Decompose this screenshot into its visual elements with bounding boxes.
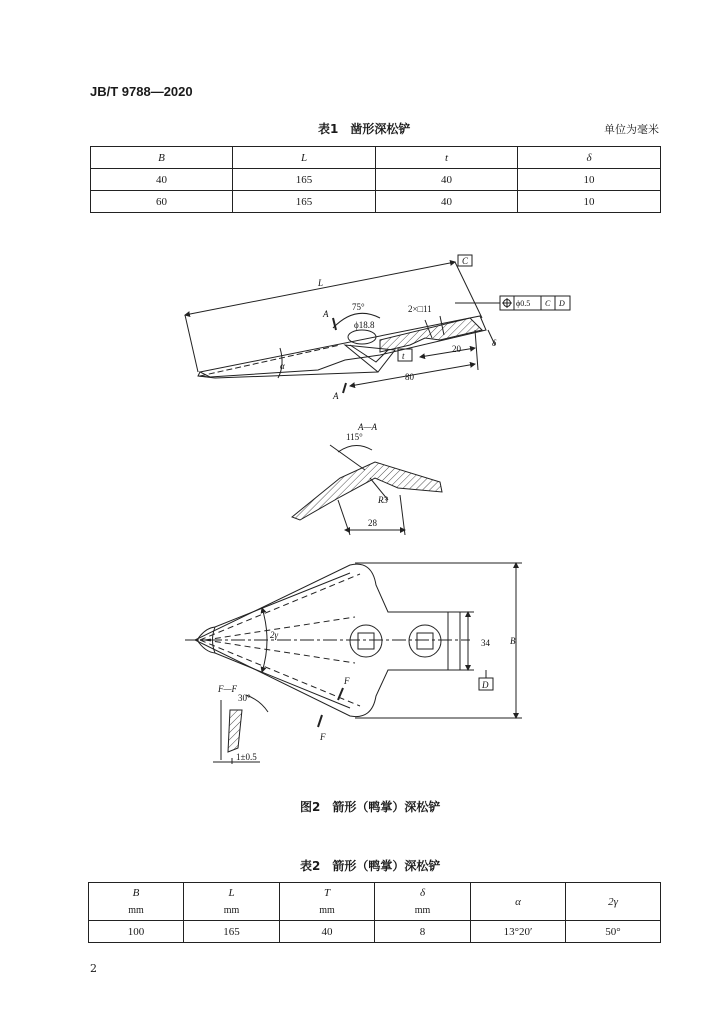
two-gamma-label: 2γ — [270, 630, 279, 640]
alpha-label: α — [280, 361, 285, 371]
table-row — [91, 191, 661, 213]
dim-20-label: 20 — [452, 344, 461, 354]
header-unit: mm — [319, 905, 335, 916]
table-row — [89, 921, 661, 943]
header-symbol: B — [132, 887, 140, 899]
table2-header-row — [89, 883, 661, 921]
header-symbol: L — [228, 887, 235, 899]
table2-header-cell — [566, 883, 661, 921]
table1-title: 表1 凿形深松铲 — [318, 122, 411, 136]
table2-header-cell — [184, 883, 280, 921]
table2-header-cell — [89, 883, 184, 921]
section-a-top-label: A — [323, 309, 329, 319]
drawing-labels — [0, 230, 724, 790]
tol-d-label: D — [559, 299, 565, 308]
t-label: t — [402, 351, 405, 361]
header-symbol: α — [515, 895, 521, 908]
table2-header-cell — [280, 883, 375, 921]
table2-header-cell — [375, 883, 471, 921]
dim-34-label: 34 — [481, 638, 490, 648]
table1-header-row — [91, 147, 661, 169]
table1-header-cell: t — [376, 147, 518, 169]
table-cell: 10 — [518, 191, 661, 213]
table-cell: 40 — [376, 191, 518, 213]
angle-75-label: 75° — [352, 302, 365, 312]
figure2-caption: 图2 箭形（鸭掌）深松铲 — [300, 800, 441, 814]
table1-header-cell: δ — [518, 147, 661, 169]
dim-28-label: 28 — [368, 518, 377, 528]
tolerance-1-label: 1±0.5 — [236, 752, 257, 762]
header-symbol: 2γ — [608, 895, 618, 908]
tol-value-label: ϕ0.5 — [516, 299, 531, 308]
section-aa-title: A—A — [358, 422, 377, 432]
table-cell: 10 — [518, 169, 661, 191]
table-cell: 40 — [91, 169, 233, 191]
table1-header-cell: L — [233, 147, 376, 169]
header-symbol: δ — [419, 887, 426, 899]
page-number: 2 — [90, 962, 97, 975]
table2 — [88, 882, 661, 943]
table-cell: 13°20′ — [471, 921, 566, 943]
r3-label: R3 — [378, 495, 388, 505]
angle-115-label: 115° — [346, 432, 363, 442]
datum-d-label: D — [482, 680, 489, 690]
datum-c-label: C — [462, 256, 469, 266]
table1 — [90, 146, 661, 213]
header-unit: mm — [128, 905, 144, 916]
table1-header-cell: B — [91, 147, 233, 169]
table-cell: 8 — [375, 921, 471, 943]
table-cell: 165 — [233, 191, 376, 213]
section-a-bottom-label: A — [333, 391, 339, 401]
dim-label-L: L — [318, 278, 324, 288]
section-f-lower-label: F — [320, 732, 326, 742]
standard-code: JB/T 9788—2020 — [90, 84, 193, 99]
table-cell: 40 — [376, 169, 518, 191]
dim-b-label: B — [510, 636, 516, 646]
header-unit: mm — [223, 905, 240, 916]
table-cell: 50° — [566, 921, 661, 943]
table2-title: 表2 箭形（鸭掌）深松铲 — [300, 859, 441, 873]
table-cell: 165 — [184, 921, 280, 943]
table-cell: 100 — [89, 921, 184, 943]
header-unit: mm — [414, 905, 431, 916]
table-row — [91, 169, 661, 191]
table2-header-cell — [471, 883, 566, 921]
section-ff-title: F—F — [218, 684, 237, 694]
table1-unit: 单位为毫米 — [604, 123, 659, 136]
angle-30-label: 30° — [238, 693, 251, 703]
table-cell: 60 — [91, 191, 233, 213]
delta-label: δ — [492, 338, 497, 348]
section-f-upper-label: F — [344, 676, 350, 686]
holes-label: 2×□11 — [408, 304, 432, 314]
tol-c-label: C — [545, 299, 551, 308]
table-cell: 40 — [280, 921, 375, 943]
dia-188-label: ϕ18.8 — [354, 320, 375, 330]
header-symbol: T — [323, 887, 331, 899]
table-cell: 165 — [233, 169, 376, 191]
dim-80-label: 80 — [405, 372, 414, 382]
